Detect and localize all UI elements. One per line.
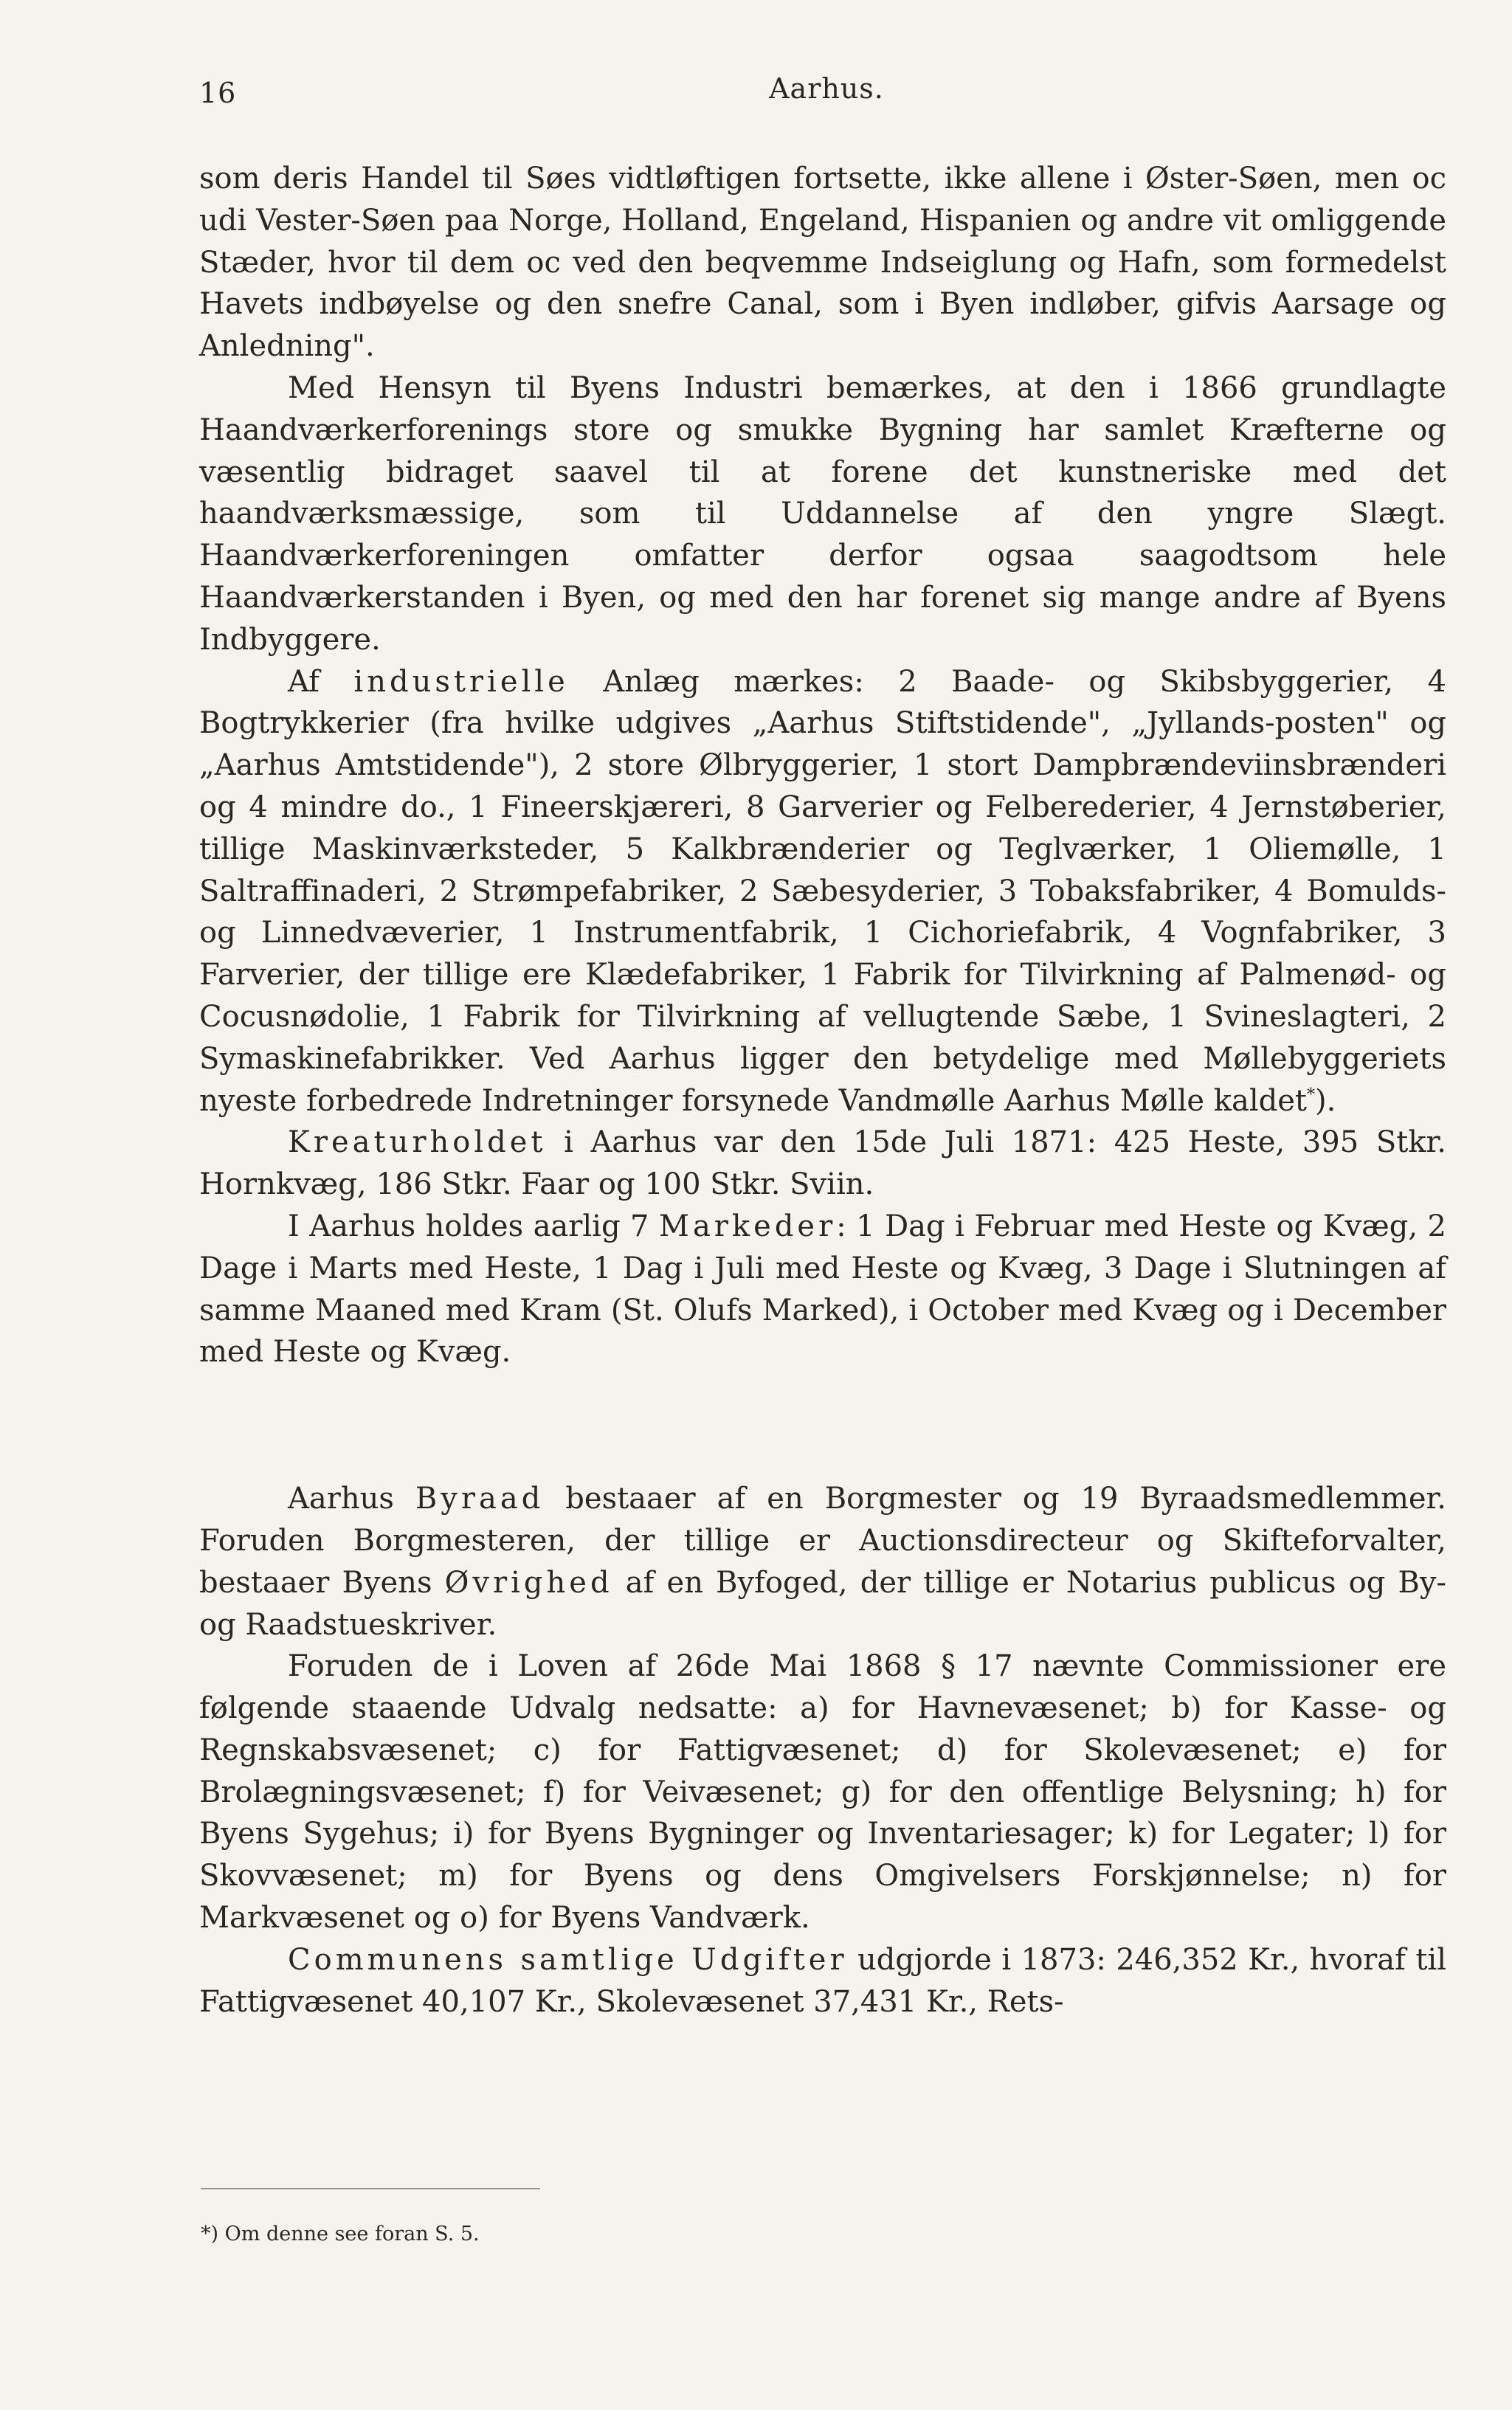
paragraph-4-text: i Aarhus var den 15de Juli 1871: 425 Heste, 395 Stkr. Hornkvæg, 186 Stkr. Faar og 100 Stkr. Sviin.: [199, 1125, 1446, 1202]
paragraph-6-emphasis-2: Øvrighed: [444, 1565, 613, 1600]
paragraph-6: [199, 1478, 1446, 1646]
footnote-divider: [201, 2188, 540, 2189]
page-number: 16: [199, 77, 237, 109]
paragraph-5-text: : 1 Dag i Februar med Heste og Kvæg, 2 Dage i Marts med Heste, 1 Dag i Juli med Heste og Kvæg, 3 Dage i Slutningen af samme Maaned med Kram (St. Olufs Marked), i October med Kvæg og i December med Heste og Kvæg.: [199, 1209, 1446, 1370]
paragraph-8-emphasis: Communens samtlige Udgifter: [288, 1942, 848, 1977]
paragraph-1: som deris Handel til Søes vidtløftigen fortsette, ikke allene i Øster-Søen, men oc udi Vester-Søen paa Norge, Holland, Engeland, Hispanien og andre vit omliggende Stæder, hvor til dem oc ved den beqvemme Indseiglung og Hafn, som formedelst Havets indbøyelse og den snefre Canal, som i Byen indløber, gifvis Aarsage og Anledning".: [199, 162, 1446, 364]
paragraph-6-text-2: af en Byfoged, der tillige er Notarius publicus og By- og Raadstueskriver.: [199, 1565, 1447, 1642]
paragraph-3-text: Anlæg mærkes: 2 Baade- og Skibsbyggerier, 4 Bogtrykkerier (fra hvilke udgives „Aarhus Stiftstidende", „Jyllands-posten" og „Aarhus Amtstidende"), 2 store Ølbryggerier, 1 stort Dampbrændeviinsbrænderi og 4 mindre do., 1 Fineerskjæreri, 8 Garverier og Felberederier, 4 Jernstøberier, tillige Maskinværksteder, 5 Kalkbrænderier og Teglværker, 1 Oliemølle, 1 Saltraffinaderi, 2 Strømpefabriker, 2 Sæbesyderier, 3 Tobaksfabriker, 4 Bomulds- og Linnedvæverier, 1 Instrumentfabrik, 1 Cichoriefabrik, 4 Vognfabriker, 3 Farverier, der tillige ere Klædefabriker, 1 Fabrik for Tilvirkning af Palmenød- og Cocusnødolie, 1 Fabrik for Tilvirkning af vellugtende Sæbe, 1 Svineslagteri, 2 Symaskinefabrikker. Ved Aarhus ligger den betydelige med Møllebyggeriets nyeste forbedrede Indretninger forsynede Vandmølle Aarhus Mølle kaldet: [199, 664, 1447, 1118]
paragraph-5-lead: I Aarhus holdes aarlig 7: [288, 1209, 659, 1243]
paragraph-2-text: Med Hensyn til Byens Industri bemærkes, at den i 1866 grundlagte Haandværkerforenings store og smukke Bygning har samlet Kræfterne og væsentlig bidraget saavel til at forene det kunstneriske med det haandværksmæssige, som til Uddannelse af den yngre Slægt. Haandværkerforeningen omfatter derfor ogsaa saagodtsom hele Haandværkerstanden i Byen, og med den har forenet sig mange andre af Byens Indbyggere.: [199, 370, 1446, 657]
footnote: [201, 2221, 480, 2248]
footnote-text: Om denne see foran S. 5.: [224, 2223, 480, 2245]
paragraph-3: [199, 661, 1446, 1122]
paragraph-7: Foruden de i Loven af 26de Mai 1868 § 17 nævnte Commissioner ere følgende staaende Udvalg nedsatte: a) for Havnevæsenet; b) for Kasse- og Regnskabsvæsenet; c) for Fattigvæsenet; d) for Skolevæsenet; e) for Brolægningsvæsenet; f) for Veivæsenet; g) for den offentlige Belysning; h) for Byens Sygehus; i) for Byens Bygninger og Inventariesager; k) for Legater; l) for Skovvæsenet; m) for Byens og dens Omgivelsers Forskjønnelse; n) for Markvæsenet og o) for Byens Vandværk.: [199, 1649, 1446, 1936]
paragraph-6-lead: Aarhus: [288, 1482, 415, 1516]
paragraph-5-emphasis: Markeder: [658, 1209, 837, 1243]
paragraph-3-lead: Af: [288, 664, 354, 699]
section-gap: [199, 1373, 1446, 1478]
paragraph-5: [199, 1206, 1446, 1373]
footnote-mark: *): [201, 2223, 219, 2245]
paragraph-3-tail: ).: [1315, 1083, 1336, 1118]
paragraph-4-emphasis: Kreaturholdet: [288, 1125, 547, 1160]
paragraph-3-emphasis: industrielle: [353, 664, 569, 699]
paragraph-8-text: udgjorde i 1873: 246,352 Kr., hvoraf til Fattigvæsenet 40,107 Kr., Skolevæsenet 37,431 Kr., Rets-: [199, 1942, 1447, 2019]
paragraph-2: [199, 367, 1446, 661]
running-head: Aarhus.: [769, 72, 884, 105]
paragraph-4: [199, 1122, 1446, 1206]
page-header: [199, 68, 1454, 112]
body-text: [199, 158, 1446, 2023]
paragraph-6-emphasis: Byraad: [415, 1482, 545, 1516]
footnote-reference: *: [1307, 1085, 1315, 1105]
paragraph-6-text: bestaaer af en Borgmester og 19 Byraadsmedlemmer. Foruden Borgmesteren, der tillige er Auctionsdirecteur og Skifteforvalter, bestaaer Byens: [199, 1482, 1446, 1600]
paragraph-8: [199, 1939, 1446, 2023]
